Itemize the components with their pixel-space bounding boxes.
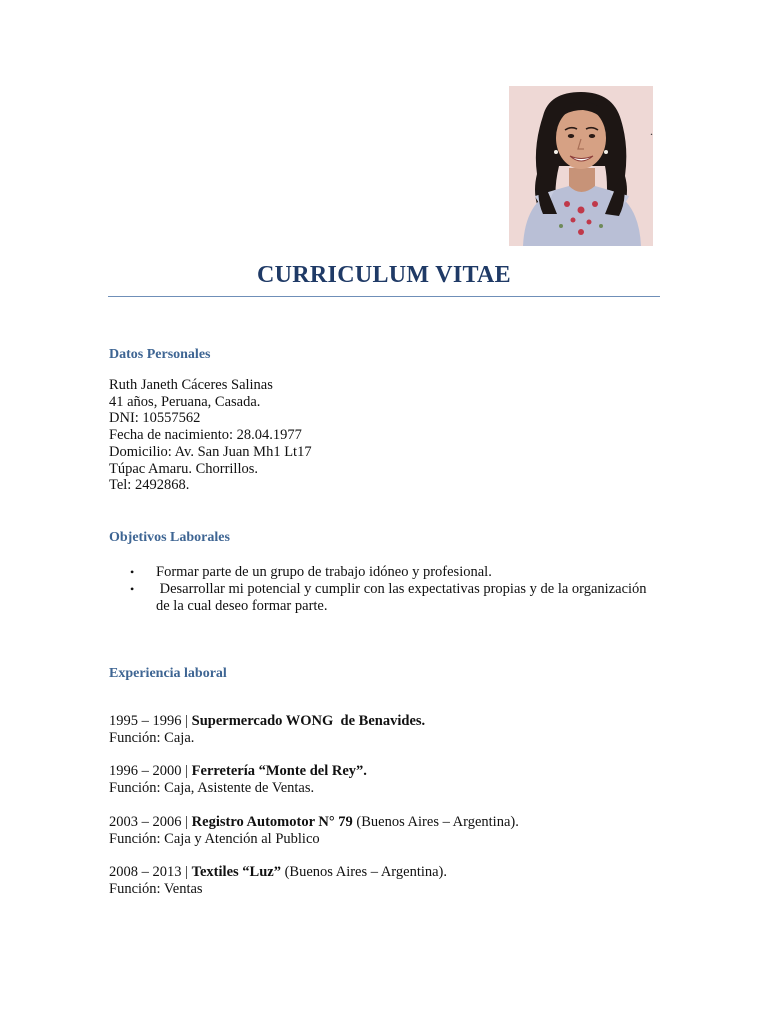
dni: DNI: 10557562 (109, 410, 201, 427)
job-company: Registro Automotor N° 79 (191, 814, 353, 830)
objectives-list (130, 564, 650, 615)
document-title: CURRICULUM VITAE (257, 262, 511, 288)
job-location: (Buenos Aires – Argentina). (280, 864, 448, 880)
job-entry (109, 713, 425, 747)
list-item (130, 581, 650, 615)
job-period: 1996 – 2000 | (109, 763, 192, 779)
age-nationality: 41 años, Peruana, Casada. (109, 393, 261, 410)
phone: Tel: 2492868. (109, 477, 190, 494)
job-entry (109, 864, 447, 898)
job-company: Textiles “Luz” (191, 864, 281, 880)
job-title-line (109, 763, 367, 780)
job-period: 2008 – 2013 | (109, 864, 192, 880)
personal-data-block (109, 377, 312, 494)
job-title-line (109, 713, 425, 730)
objectives-heading: Objetivos Laborales (109, 530, 230, 545)
job-period: 2003 – 2006 | (109, 814, 192, 830)
objective-text: Formar parte de un grupo de trabajo idóneo y profesional. (156, 564, 492, 580)
job-location: (Buenos Aires – Argentina). (352, 814, 519, 830)
personal-data-heading: Datos Personales (109, 347, 211, 362)
profile-photo (509, 86, 653, 246)
list-item (130, 564, 650, 581)
job-function: Función: Caja. (109, 730, 195, 746)
address-line-2: Túpac Amaru. Chorrillos. (109, 460, 259, 477)
title-divider (108, 296, 660, 297)
objective-text: Desarrollar mi potencial y cumplir con las expectativas propias y de la organización de la cual deseo formar parte. (156, 581, 651, 614)
job-company: Supermercado WONG de Benavides. (191, 713, 426, 729)
bullet-icon: • (130, 565, 135, 579)
job-title-line (109, 864, 447, 881)
job-title-line (109, 814, 519, 831)
job-function: Función: Caja, Asistente de Ventas. (109, 780, 315, 796)
stray-dot: . (650, 124, 653, 138)
job-entry (109, 763, 367, 797)
job-company: Ferretería “Monte del Rey”. (191, 763, 367, 779)
experience-heading: Experiencia laboral (109, 666, 227, 681)
job-function: Función: Caja y Atención al Publico (109, 831, 320, 847)
job-entry (109, 814, 519, 848)
address-line-1: Domicilio: Av. San Juan Mh1 Lt17 (109, 443, 312, 460)
birth-date: Fecha de nacimiento: 28.04.1977 (109, 427, 302, 444)
job-period: 1995 – 1996 | (109, 713, 192, 729)
bullet-icon: • (130, 582, 135, 596)
job-function: Función: Ventas (109, 881, 203, 897)
full-name: Ruth Janeth Cáceres Salinas (109, 377, 273, 393)
